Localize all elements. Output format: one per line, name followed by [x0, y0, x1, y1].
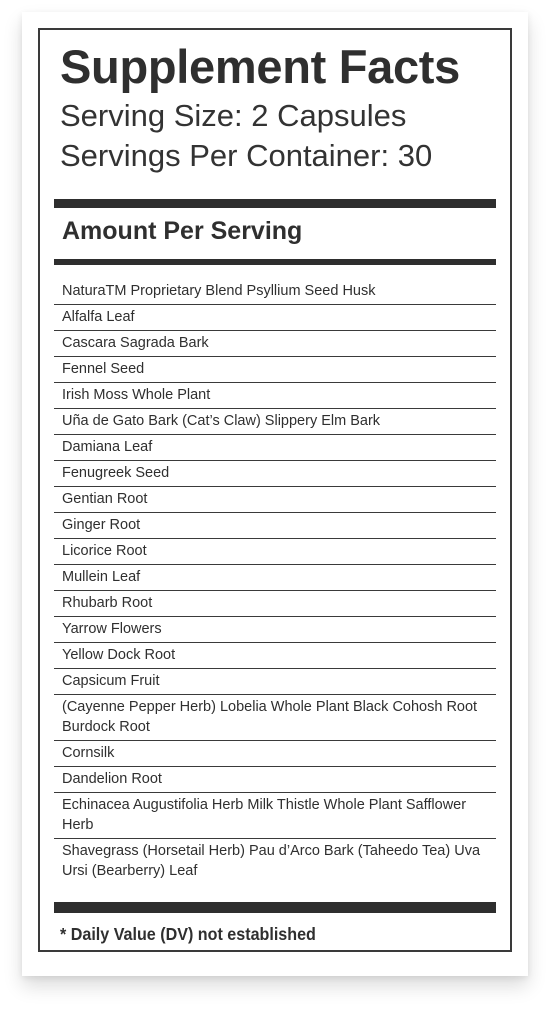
ingredient-row: Damiana Leaf: [54, 435, 496, 461]
ingredient-row: Cascara Sagrada Bark: [54, 331, 496, 357]
ingredient-row: Mullein Leaf: [54, 565, 496, 591]
daily-value-footnote: * Daily Value (DV) not established: [60, 924, 316, 944]
ingredient-row: NaturaTM Proprietary Blend Psyllium Seed Husk: [54, 279, 496, 305]
ingredient-row: Yellow Dock Root: [54, 643, 496, 669]
label-card: [22, 12, 528, 976]
ingredient-row: Fenugreek Seed: [54, 461, 496, 487]
ingredient-row: Licorice Root: [54, 539, 496, 565]
ingredient-list: [54, 279, 496, 884]
thick-divider-top: [54, 199, 496, 208]
ingredient-row: Cornsilk: [54, 741, 496, 767]
ingredient-row: Uña de Gato Bark (Cat’s Claw) Slippery Elm Bark: [54, 409, 496, 435]
amount-per-serving-heading: Amount Per Serving: [62, 217, 303, 245]
ingredient-row: Ginger Root: [54, 513, 496, 539]
ingredient-row: Irish Moss Whole Plant: [54, 383, 496, 409]
ingredient-row: Gentian Root: [54, 487, 496, 513]
ingredient-row: Dandelion Root: [54, 767, 496, 793]
ingredient-row: Alfalfa Leaf: [54, 305, 496, 331]
ingredient-row: Capsicum Fruit: [54, 669, 496, 695]
ingredient-row: (Cayenne Pepper Herb) Lobelia Whole Plant Black Cohosh Root Burdock Root: [54, 695, 496, 741]
thick-divider-middle: [54, 259, 496, 265]
ingredient-row: Fennel Seed: [54, 357, 496, 383]
ingredient-row: Echinacea Augustifolia Herb Milk Thistle Whole Plant Safflower Herb: [54, 793, 496, 839]
ingredient-row: Yarrow Flowers: [54, 617, 496, 643]
supplement-facts-panel: [38, 28, 512, 952]
thick-divider-bottom: [54, 902, 496, 913]
panel-title: Supplement Facts: [60, 40, 461, 93]
ingredient-row: Shavegrass (Horsetail Herb) Pau d’Arco Bark (Taheedo Tea) Uva Ursi (Bearberry) Leaf: [62, 843, 481, 879]
serving-size: Serving Size: 2 Capsules: [60, 98, 407, 133]
ingredient-row: Rhubarb Root: [54, 591, 496, 617]
servings-per-container: Servings Per Container: 30: [60, 138, 433, 173]
